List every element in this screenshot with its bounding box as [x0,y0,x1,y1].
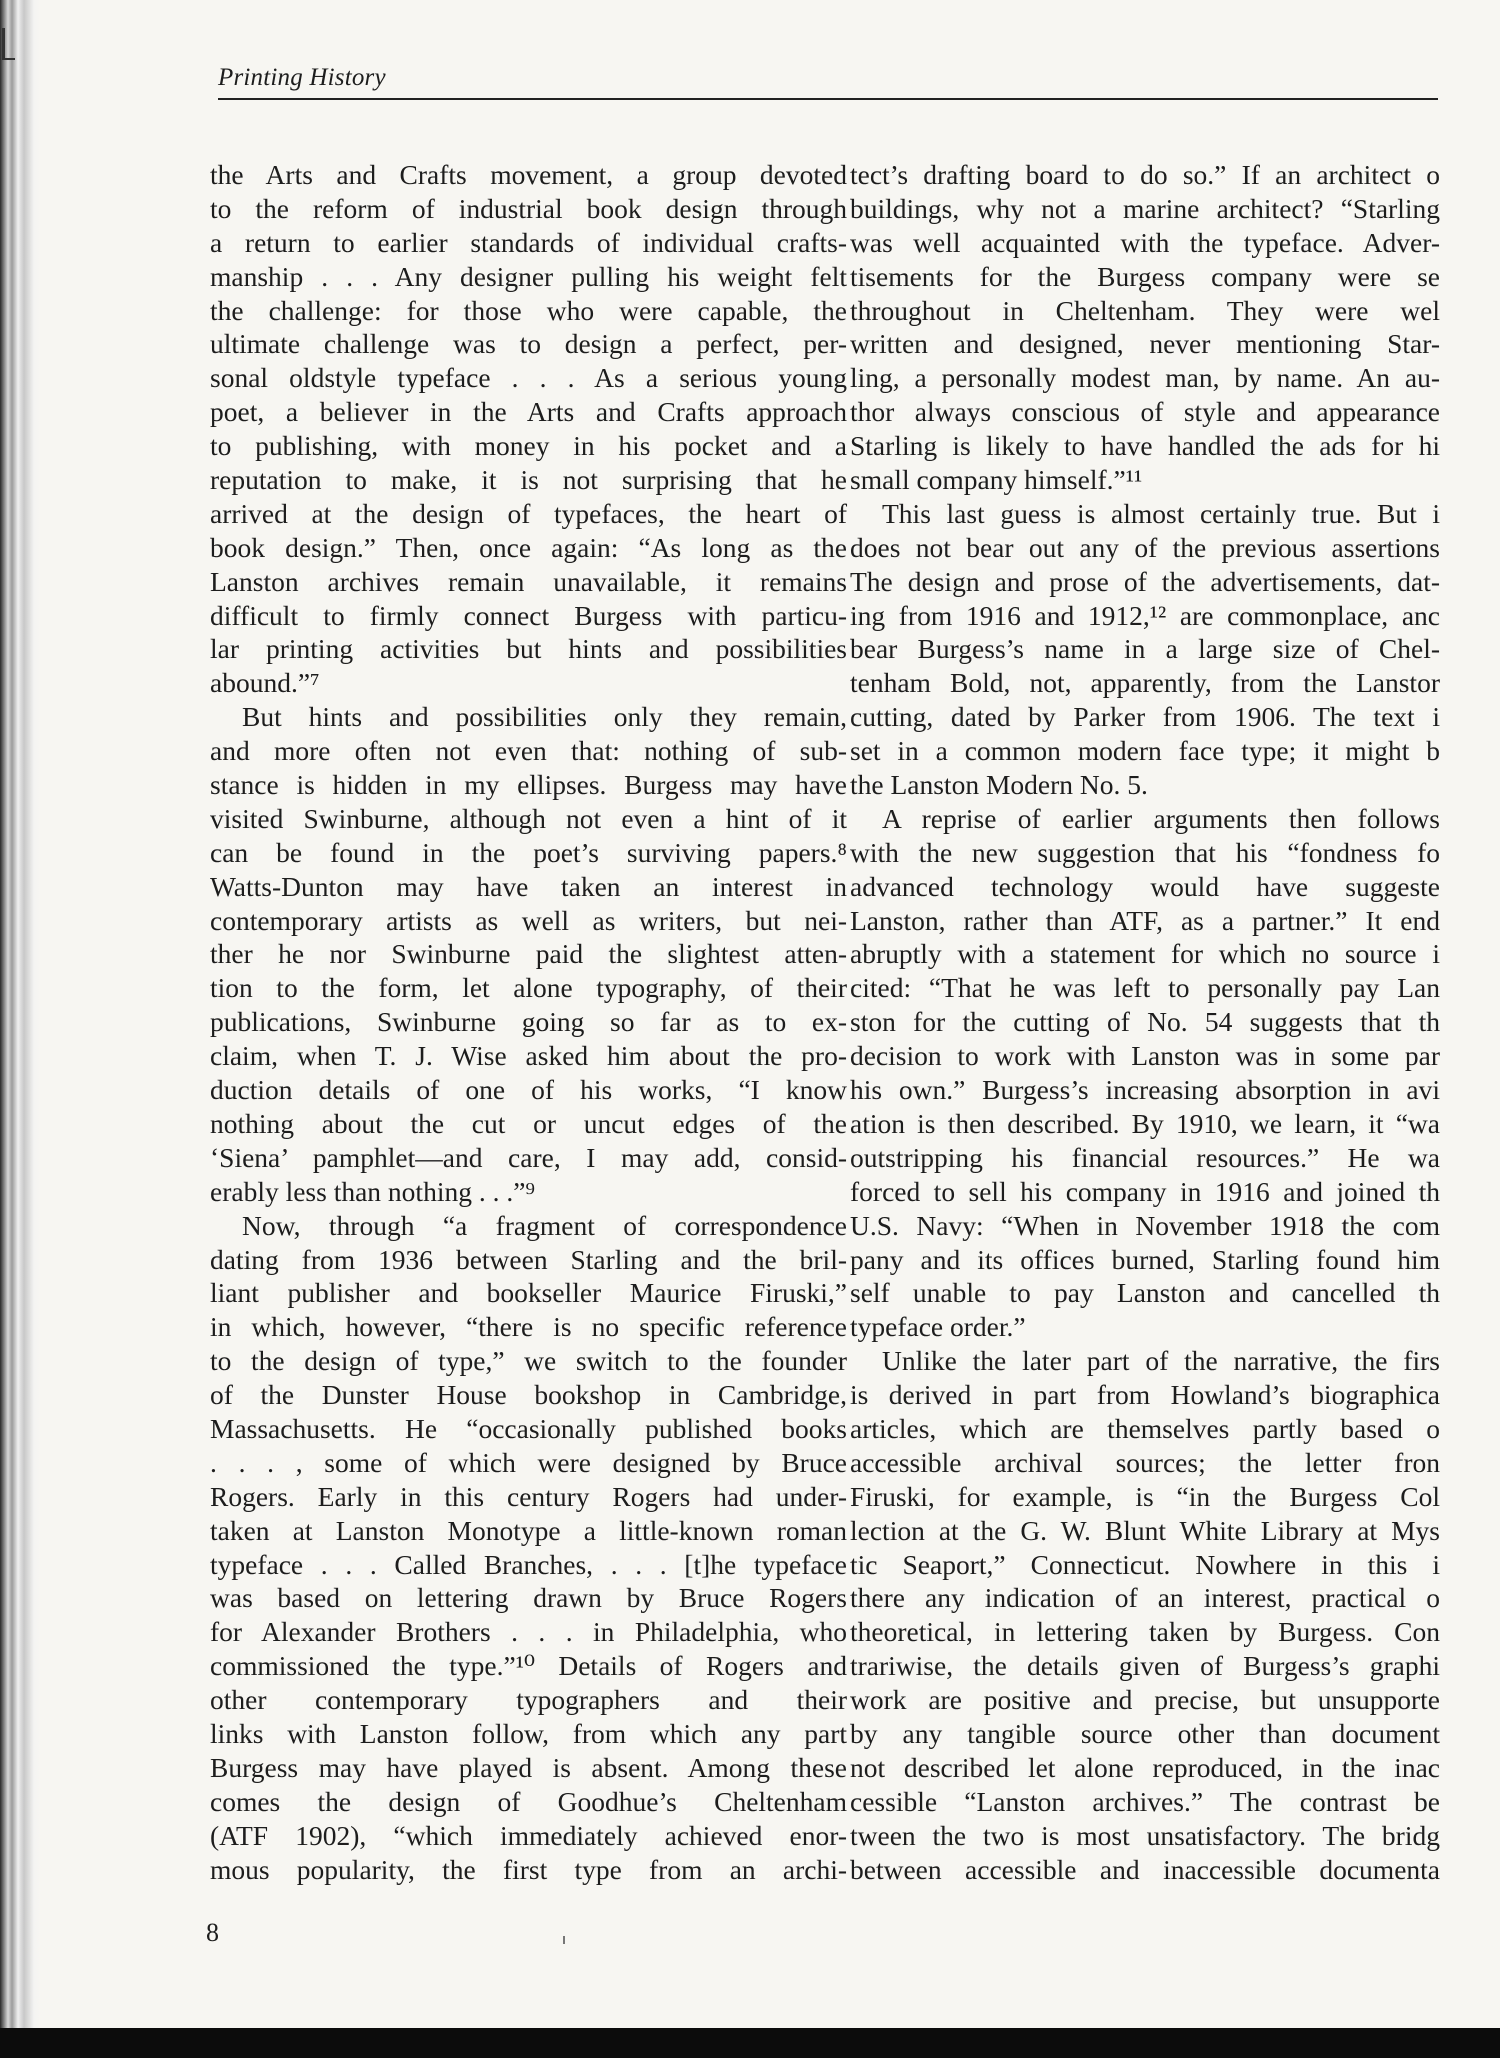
text-line: buildings, why not a marine architect? “Starling [850,192,1440,224]
right-column [850,158,1440,1886]
text-line: thor always conscious of style and appearance [850,396,1440,428]
text-line: nothing about the cut or uncut edges of the [210,1107,847,1139]
text-line: by any tangible source other than document [850,1717,1440,1749]
text-line: tenham Bold, not, apparently, from the Lanstor [850,667,1440,699]
text-line: visited Swinburne, although not even a hint of it [210,802,847,834]
text-line: lection at the G. W. Blunt White Library at Mys [850,1514,1440,1546]
text-line: written and designed, never mentioning Star- [850,328,1440,360]
text-line: Lanston archives remain unavailable, it remains [210,565,847,597]
text-line: This last guess is almost certainly true. But i [882,497,1440,529]
text-line: to publishing, with money in his pocket and a [210,430,847,462]
text-line: does not bear out any of the previous assertions [850,531,1440,563]
text-line: tect’s drafting board to do so.” If an architect o [850,159,1440,190]
text-line: outstripping his financial resources.” He wa [850,1141,1440,1173]
text-line: trariwise, the details given of Burgess’s graphi [850,1650,1440,1682]
text-line: stance is hidden in my ellipses. Burgess may have [210,769,847,801]
text-line: not described let alone reproduced, in the inac [850,1751,1440,1783]
text-line: erably less than nothing . . .”⁹ [210,1175,536,1207]
text-line: ation is then described. By 1910, we learn, it “wa [850,1107,1440,1139]
text-line: Rogers. Early in this century Rogers had under- [210,1480,847,1512]
text-line: A reprise of earlier arguments then follows [882,802,1440,834]
text-line: theoretical, in lettering taken by Burgess. Con [850,1616,1440,1648]
text-line: sonal oldstyle typeface . . . As a serious young [210,362,847,394]
text-line: manship . . . Any designer pulling his weight felt [210,260,847,292]
text-line: typeface order.” [850,1311,1026,1343]
text-line: articles, which are themselves partly based o [850,1412,1440,1444]
text-line: book design.” Then, once again: “As long as the [210,531,847,563]
text-line: Firuski, for example, is “in the Burgess Col [850,1480,1440,1512]
scan-bottom-edge [0,2028,1500,2058]
running-head [218,64,1438,100]
text-line: Now, through “a fragment of correspondence [242,1209,847,1241]
text-line: lar printing activities but hints and possibilities [210,633,847,665]
text-line: decision to work with Lanston was in some par [850,1040,1440,1072]
text-line: his own.” Burgess’s increasing absorption in avi [850,1074,1440,1106]
text-line: was based on lettering drawn by Bruce Rogers [210,1582,847,1614]
text-line: dating from 1936 between Starling and the bril- [210,1243,847,1275]
text-line: there any indication of an interest, practical o [850,1582,1440,1614]
text-line: to the design of type,” we switch to the founder [210,1345,847,1377]
text-line: Watts-Dunton may have taken an interest in [210,870,847,902]
text-line: other contemporary typographers and their [210,1684,847,1716]
text-line: of the Dunster House bookshop in Cambridge, [210,1379,847,1411]
text-line: pany and its offices burned, Starling found him [850,1243,1440,1275]
text-line: forced to sell his company in 1916 and joined th [850,1175,1440,1207]
text-line: claim, when T. J. Wise asked him about the pro- [210,1040,847,1072]
text-line: duction details of one of his works, “I know [210,1074,847,1106]
text-line: small company himself.”¹¹ [850,464,1143,496]
text-line: advanced technology would have suggeste [850,870,1440,902]
text-line: ther he nor Swinburne paid the slightest atten- [210,938,847,970]
text-line: accessible archival sources; the letter fron [850,1446,1440,1478]
text-line: comes the design of Goodhue’s Cheltenham [210,1785,847,1817]
scan-speck [563,1936,565,1944]
text-line: self unable to pay Lanston and cancelled th [850,1277,1440,1309]
text-line: liant publisher and bookseller Maurice Firuski,” [210,1277,847,1309]
text-line: U.S. Navy: “When in November 1918 the com [850,1209,1440,1241]
text-line: commissioned the type.”¹⁰ Details of Rogers and [210,1650,847,1682]
text-line: difficult to firmly connect Burgess with particu- [210,599,847,631]
text-line: with the new suggestion that his “fondness fo [850,836,1440,868]
text-line: tic Seaport,” Connecticut. Nowhere in this i [850,1548,1440,1580]
text-line: set in a common modern face type; it might b [850,735,1440,767]
text-line: (ATF 1902), “which immediately achieved enor- [210,1819,847,1851]
text-line: ston for the cutting of No. 54 suggests that th [850,1006,1440,1038]
text-line: for Alexander Brothers . . . in Philadelphia, who [210,1616,847,1648]
text-line: and more often not even that: nothing of sub- [210,735,847,767]
text-line: between accessible and inaccessible documenta [850,1853,1440,1885]
text-line: is derived in part from Howland’s biographica [850,1379,1440,1411]
text-line: to the reform of industrial book design through [210,192,847,224]
text-line: the challenge: for those who were capable, the [210,294,847,326]
text-line: can be found in the poet’s surviving papers.⁸ [210,836,847,868]
text-line: cessible “Lanston archives.” The contrast be [850,1785,1440,1817]
text-line: ling, a personally modest man, by name. An au- [850,362,1440,394]
scan-binding-edge [0,0,40,2058]
text-line: But hints and possibilities only they remain, [242,701,847,733]
text-line: links with Lanston follow, from which any part [210,1717,847,1749]
text-line: mous popularity, the first type from an archi- [210,1853,847,1885]
text-line: tion to the form, let alone typography, of their [210,972,847,1004]
text-line: was well acquainted with the typeface. Adver- [850,226,1440,258]
text-line: throughout in Cheltenham. They were wel [850,294,1440,326]
text-line: cited: “That he was left to personally pay Lan [850,972,1440,1004]
text-line: Unlike the later part of the narrative, the firs [882,1345,1440,1377]
text-line: ultimate challenge was to design a perfect, per- [210,328,847,360]
text-line: work are positive and precise, but unsupporte [850,1684,1440,1716]
text-line: . . . , some of which were designed by Bruce [210,1446,847,1478]
text-line: tween the two is most unsatisfactory. The bridg [850,1819,1440,1851]
text-line: Starling is likely to have handled the ads for hi [850,430,1440,462]
text-line: cutting, dated by Parker from 1906. The text i [850,701,1440,733]
running-head-title: Printing History [218,64,386,91]
text-line: abound.”⁷ [210,667,320,699]
text-line: ing from 1916 and 1912,¹² are commonplace, anc [850,599,1440,631]
text-line: bear Burgess’s name in a large size of Chel- [850,633,1440,665]
text-line: in which, however, “there is no specific reference [210,1311,847,1343]
text-line: The design and prose of the advertisements, dat- [850,565,1440,597]
text-line: typeface . . . Called Branches, . . . [t]he typeface [210,1548,847,1580]
page-number: 8 [206,1918,219,1947]
binding-mark [2,28,15,60]
text-line: taken at Lanston Monotype a little-known roman [210,1514,847,1546]
text-line: the Arts and Crafts movement, a group devoted [210,159,847,190]
text-line: contemporary artists as well as writers, but nei- [210,904,847,936]
text-line: poet, a believer in the Arts and Crafts approach [210,396,847,428]
text-line: publications, Swinburne going so far as to ex- [210,1006,847,1038]
text-line: Massachusetts. He “occasionally published books [210,1412,847,1444]
text-line: arrived at the design of typefaces, the heart of [210,497,847,529]
text-line: a return to earlier standards of individual crafts- [210,226,847,258]
text-line: ‘Siena’ pamphlet—and care, I may add, consid- [210,1141,847,1173]
text-line: abruptly with a statement for which no source i [850,938,1440,970]
text-line: Burgess may have played is absent. Among these [210,1751,847,1783]
text-line: the Lanston Modern No. 5. [850,769,1148,801]
text-line: reputation to make, it is not surprising that he [210,464,847,496]
left-column [210,158,847,1886]
text-line: tisements for the Burgess company were se [850,260,1440,292]
text-line: Lanston, rather than ATF, as a partner.” It end [850,904,1440,936]
